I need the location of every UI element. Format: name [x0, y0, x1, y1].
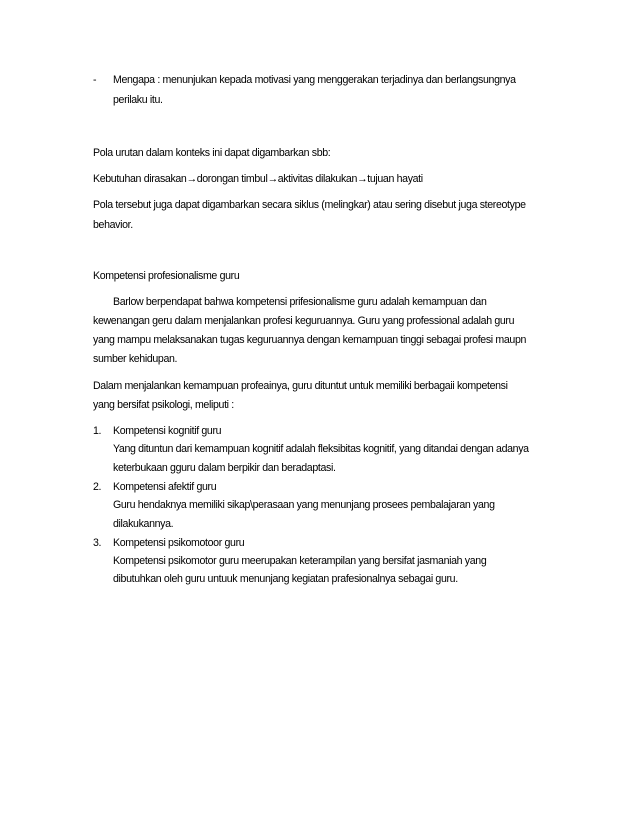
cycle-paragraph-line: behavior. [93, 219, 133, 231]
bullet-text-line: Mengapa : menunjukan kepada motivasi yang menggerakan terjadinya dan berlangsungnya [113, 74, 516, 86]
list-number: 2. [93, 481, 102, 493]
paragraph-line: kewenangan geru dalam menjalankan profesi keguruannya. Guru yang professional adalah guru [93, 315, 515, 327]
paragraph-line: sumber kehidupan. [93, 353, 178, 365]
list-item-desc: dilakukannya. [113, 518, 174, 530]
list-item-desc: Guru hendaknya memiliki sikap\perasaan yang menunjang prosees pembalajaran yang [113, 499, 495, 511]
list-item-desc: dibutuhkan oleh guru untuuk menunjang kegiatan prafesionalnya sebagai guru. [113, 573, 458, 585]
cycle-paragraph-line: Pola tersebut juga dapat digambarkan secara siklus (melingkar) atau sering disebut juga stereotype [93, 199, 526, 211]
list-number: 3. [93, 537, 102, 549]
paragraph-line: Dalam menjalankan kemampuan profeainya, guru dituntut untuk memiliki berbagaii kompetensi [93, 380, 508, 392]
paragraph-line: yang mampu melaksanakan tugas keguruannya dengan kemampuan tinggi sebagai profesi maupn [93, 334, 527, 346]
list-number: 1. [93, 425, 102, 437]
bullet-marker: - [93, 74, 97, 86]
list-item-title: Kompetensi kognitif guru [113, 425, 222, 437]
paragraph-line: Barlow berpendapat bahwa kompetensi prifesionalisme guru adalah kemampuan dan [113, 296, 487, 308]
bullet-text-line: perilaku itu. [113, 94, 163, 106]
section-heading: Kompetensi profesionalisme guru [93, 270, 240, 282]
list-item-title: Kompetensi psikomotoor guru [113, 537, 245, 549]
pattern-chain: Kebutuhan dirasakan→dorongan timbul→aktivitas dilakukan→tujuan hayati [93, 173, 423, 185]
list-item-desc: Yang dituntun dari kemampuan kognitif adalah fleksibitas kognitif, yang ditandai dengan adanya [113, 443, 529, 455]
list-item-title: Kompetensi afektif guru [113, 481, 217, 493]
paragraph-line: yang bersifat psikologi, meliputi : [93, 399, 234, 411]
list-item-desc: Kompetensi psikomotor guru meerupakan keterampilan yang bersifat jasmaniah yang [113, 555, 487, 567]
pattern-intro: Pola urutan dalam konteks ini dapat digambarkan sbb: [93, 147, 331, 159]
list-item-desc: keterbukaan gguru dalam berpikir dan beradaptasi. [113, 462, 336, 474]
